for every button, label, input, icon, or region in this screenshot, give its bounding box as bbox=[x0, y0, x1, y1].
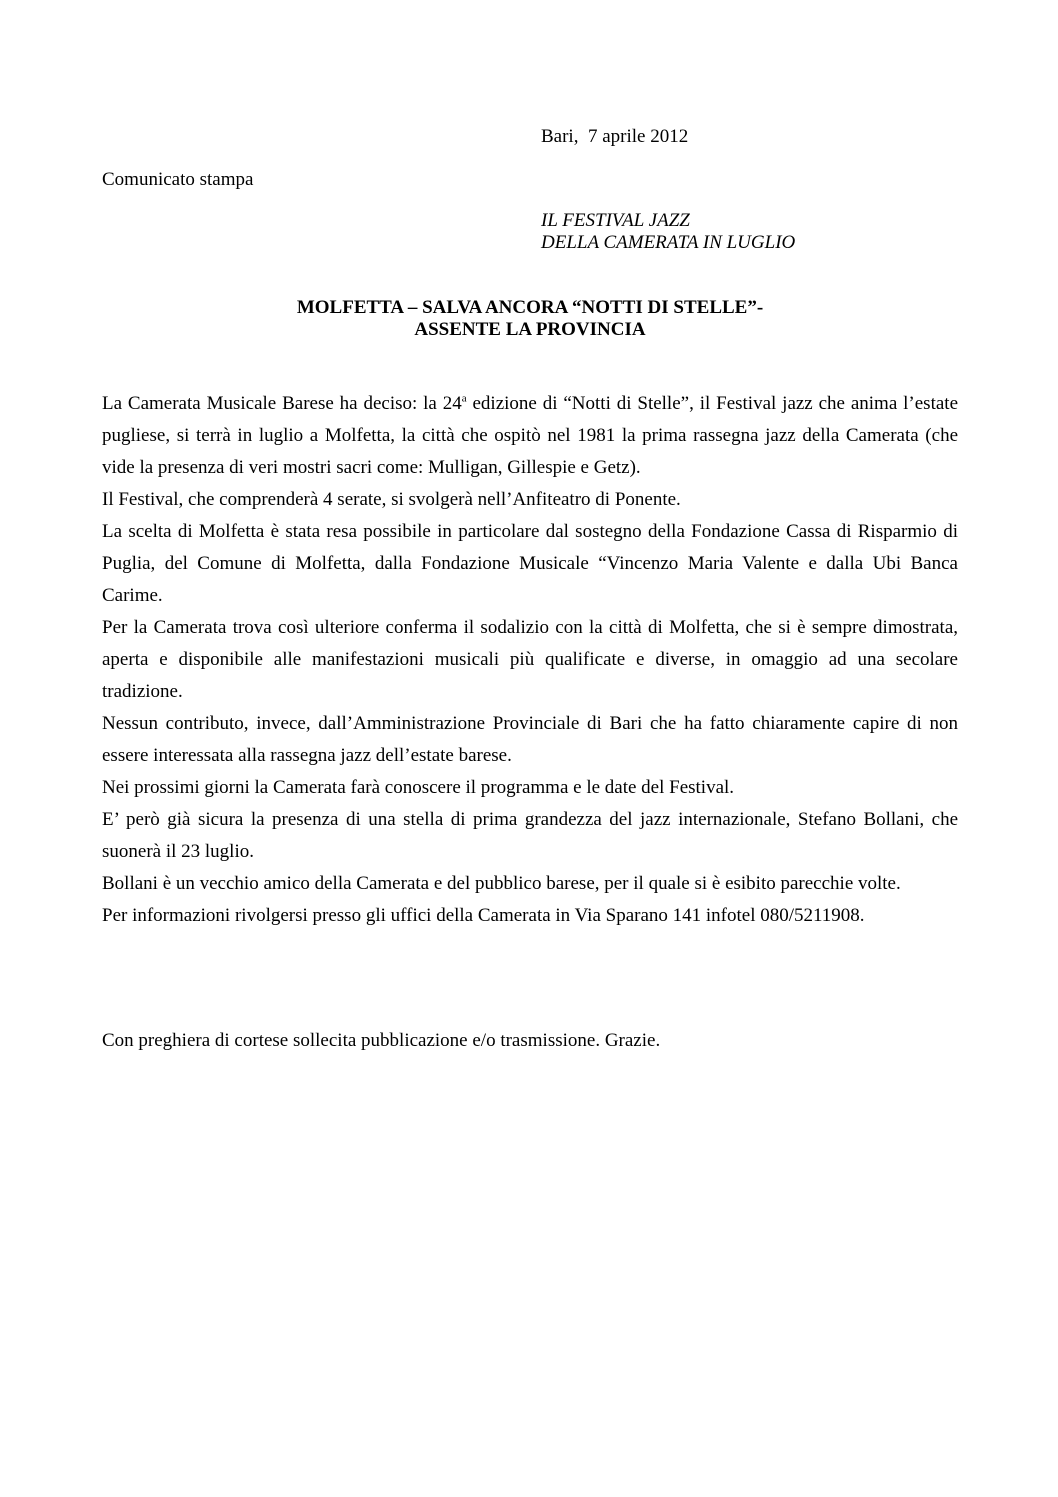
subheading-line-2: DELLA CAMERATA IN LUGLIO bbox=[541, 232, 796, 253]
paragraph-1-start: La Camerata Musicale Barese ha deciso: la 24 bbox=[102, 393, 462, 414]
document-date: Bari, 7 aprile 2012 bbox=[541, 126, 689, 147]
paragraph-4: Per la Camerata trova così ulteriore conferma il sodalizio con la città di Molfetta, che si è sempre dimostrata, aperta e disponibile alle manifestazioni musicali più qualificate e diverse, in omaggio ad una secolare tradizione. bbox=[102, 617, 958, 702]
closing-note: Con preghiera di cortese sollecita pubblicazione e/o trasmissione. Grazie. bbox=[102, 1030, 661, 1051]
document-type-label: Comunicato stampa bbox=[102, 169, 254, 190]
subheading bbox=[541, 210, 795, 254]
paragraph-5: Nessun contributo, invece, dall’Amministrazione Provinciale di Bari che ha fatto chiaramente capire di non essere interessata alla rassegna jazz dell’estate barese. bbox=[102, 713, 958, 766]
paragraph-9: Per informazioni rivolgersi presso gli uffici della Camerata in Via Sparano 141 infotel 080/5211908. bbox=[102, 905, 865, 926]
subheading-line-1: IL FESTIVAL JAZZ bbox=[541, 210, 690, 231]
title-line-2: ASSENTE LA PROVINCIA bbox=[414, 319, 646, 340]
paragraph-7: E’ però già sicura la presenza di una stella di prima grandezza del jazz internazionale, Stefano Bollani, che suonerà il 23 luglio. bbox=[102, 809, 958, 862]
paragraph-1 bbox=[102, 388, 958, 484]
paragraph-8: Bollani è un vecchio amico della Camerata e del pubblico barese, per il quale si è esibito parecchie volte. bbox=[102, 873, 901, 894]
ordinal-superscript: a bbox=[461, 392, 467, 405]
title-line-1: MOLFETTA – SALVA ANCORA “NOTTI DI STELLE”- bbox=[296, 297, 764, 318]
paragraph-2: Il Festival, che comprenderà 4 serate, si svolgerà nell’Anfiteatro di Ponente. bbox=[102, 489, 681, 510]
press-release-body bbox=[102, 388, 958, 932]
paragraph-1-end: edizione di “Notti di Stelle”, il Festival jazz che anima l’estate pugliese, si terrà in luglio a Molfetta, la città che ospitò nel 1981 la prima rassegna jazz della Camerata (che vide la presenza di veri mostri sacri come: Mulligan, Gillespie e Getz). bbox=[102, 393, 958, 478]
paragraph-3: La scelta di Molfetta è stata resa possibile in particolare dal sostegno della Fondazione Cassa di Risparmio di Puglia, del Comune di Molfetta, dalla Fondazione Musicale “Vincenzo Maria Valente e dalla Ubi Banca Carime. bbox=[102, 521, 958, 606]
press-release-title bbox=[102, 297, 958, 341]
paragraph-6: Nei prossimi giorni la Camerata farà conoscere il programma e le date del Festival. bbox=[102, 777, 735, 798]
